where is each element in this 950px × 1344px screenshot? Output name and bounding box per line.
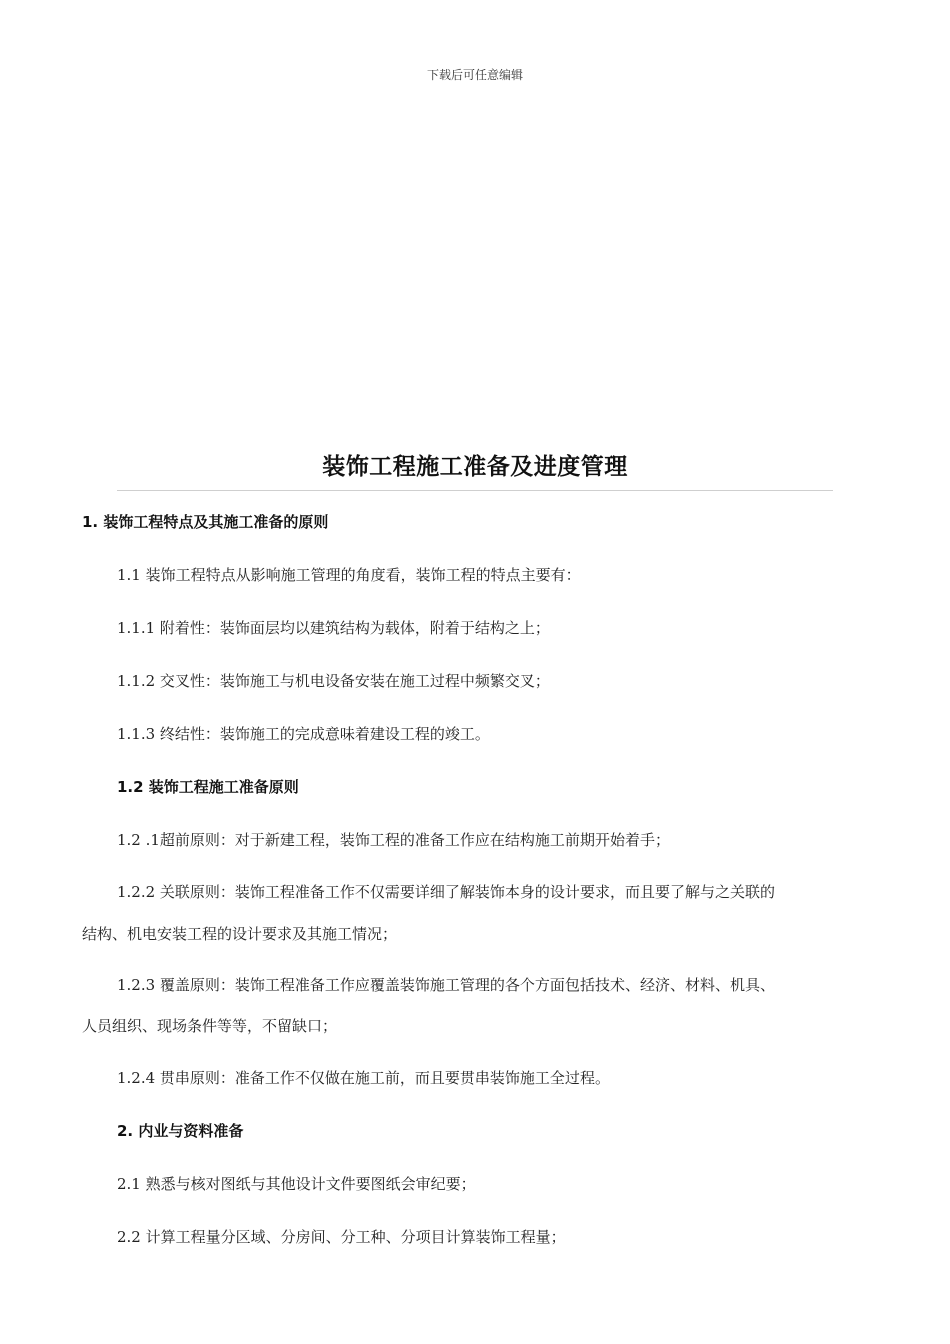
paragraph-1-2-2-line1: 1.2.2 关联原则：装饰工程准备工作不仅需要详细了解装饰本身的设计要求，而且要了解与之关联的 bbox=[117, 883, 775, 901]
paragraph-2-1: 2.1 熟悉与核对图纸与其他设计文件要图纸会审纪要； bbox=[117, 1175, 476, 1193]
paragraph-1-2-1: 1.2 .1超前原则：对于新建工程，装饰工程的准备工作应在结构施工前期开始着手； bbox=[117, 831, 670, 849]
section-heading-1: 1. 装饰工程特点及其施工准备的原则 bbox=[82, 513, 329, 531]
paragraph-1-1-2: 1.1.2 交叉性：装饰施工与机电设备安装在施工过程中频繁交叉； bbox=[117, 672, 550, 690]
paragraph-2-2: 2.2 计算工程量分区域、分房间、分工种、分项目计算装饰工程量； bbox=[117, 1228, 566, 1246]
paragraph-1-2-2-line2: 结构、机电安装工程的设计要求及其施工情况； bbox=[82, 925, 398, 943]
paragraph-1-2-4: 1.2.4 贯串原则：准备工作不仅做在施工前，而且要贯串装饰施工全过程。 bbox=[117, 1069, 610, 1087]
document-title: 装饰工程施工准备及进度管理 bbox=[322, 454, 628, 480]
section-heading-2: 2. 内业与资料准备 bbox=[117, 1122, 244, 1140]
paragraph-1-1-1: 1.1.1 附着性：装饰面层均以建筑结构为载体，附着于结构之上； bbox=[117, 619, 550, 637]
paragraph-1-1-3: 1.1.3 终结性：装饰施工的完成意味着建设工程的竣工。 bbox=[117, 725, 490, 743]
paragraph-1-2-3-line1: 1.2.3 覆盖原则：装饰工程准备工作应覆盖装饰施工管理的各个方面包括技术、经济、材料、机具、 bbox=[117, 976, 775, 994]
section-heading-1-2: 1.2 装饰工程施工准备原则 bbox=[117, 778, 299, 796]
header-note: 下载后可任意编辑 bbox=[426, 68, 523, 82]
paragraph-1-1: 1.1 装饰工程特点从影响施工管理的角度看，装饰工程的特点主要有： bbox=[117, 566, 581, 584]
title-divider bbox=[117, 490, 833, 491]
paragraph-1-2-3-line2: 人员组织、现场条件等等，不留缺口； bbox=[82, 1017, 338, 1035]
